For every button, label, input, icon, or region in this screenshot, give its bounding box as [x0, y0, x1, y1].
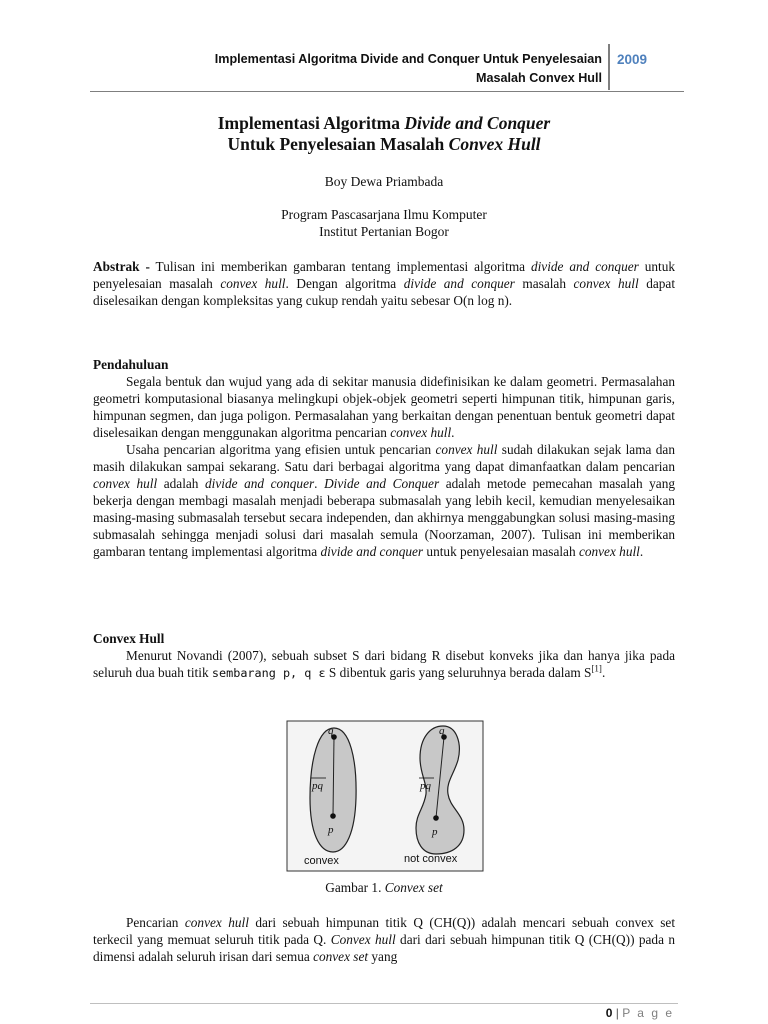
convex-caption-label: convex — [304, 855, 339, 867]
page-label: P a g e — [622, 1006, 674, 1020]
convex-hull-text-1: Menurut Novandi (2007), sebuah subset S dari bidang R disebut konveks jika dan hanya jika pada seluruh dua buah titik — [93, 648, 675, 680]
convex-label-pq: pq — [312, 780, 323, 792]
abstract-text-3: . Dengan algoritma — [285, 276, 404, 291]
author-name: Boy Dewa Priambada — [324, 174, 444, 189]
intro-p2-text-3: adalah — [157, 476, 206, 491]
intro-p2-text-2: sudah dilakukan sejak lama dan masih dilakukan sampai sekarang. Satu dari berbagai algoritma yang dapat dimanfaatkan dalam pencarian — [93, 442, 675, 474]
intro-paragraph-2 — [93, 441, 675, 560]
abstract-text-4: masalah — [514, 276, 574, 291]
title-line2-italic: Convex Hull — [448, 134, 541, 154]
affiliation-line1: Program Pascasarjana Ilmu Komputer — [281, 207, 487, 222]
not-convex-point-p — [433, 815, 439, 821]
intro-heading: Pendahuluan — [93, 357, 169, 372]
convex-hull-text-2: S dibentuk garis yang seluruhnya berada dalam S — [325, 665, 592, 680]
header-divider — [608, 44, 610, 90]
intro-p2-text-4: . — [314, 476, 325, 491]
abstract-italic-3: divide and conquer — [403, 276, 515, 291]
header-rule — [90, 91, 684, 92]
page-footer — [90, 1006, 674, 1020]
intro-p2-italic-3: divide and conquer — [205, 476, 315, 491]
convex-hull-mono-text: sembarang p, q ε — [211, 666, 326, 680]
intro-p1-italic-1: convex hull — [390, 425, 452, 440]
intro-p1-text-1: Segala bentuk dan wujud yang ada di sekitar manusia didefinisikan ke dalam geometri. Permasalahan geometri komputasional biasanya melingkupi objek-objek geometri seperti himpunan titik, himpunan garis, himpunan segmen, dan juga poligon. Permasalahan yang berkaitan dengan penentuan bentuk geometri dapat diselesaikan dengan menggunakan algoritma pencarian — [93, 374, 675, 440]
convex-label-p: p — [328, 824, 334, 836]
search-text-2: dari sebuah himpunan titik Q (CH(Q)) adalah mencari sebuah convex set terkecil yang memuat seluruh titik pada Q. — [93, 915, 676, 947]
search-italic-2: Convex hull — [330, 932, 396, 947]
intro-p2-italic-2: convex hull — [93, 476, 158, 491]
convex-label-q: q — [328, 725, 334, 737]
search-text-3: dari dari sebuah himpunan titik Q (CH(Q)) pada n dimensi adalah seluruh irisan dari semua — [93, 932, 675, 964]
not-convex-label-pq: pq — [420, 780, 431, 792]
convex-set-figure — [286, 720, 484, 872]
abstract-text-2: untuk penyelesaian masalah — [93, 259, 675, 291]
search-italic-1: convex hull — [184, 915, 249, 930]
caption-plain: Gambar 1. — [325, 880, 385, 895]
convex-hull-heading: Convex Hull — [93, 631, 165, 646]
abstract-italic-2: convex hull — [220, 276, 286, 291]
not-convex-caption-label: not convex — [404, 853, 458, 865]
intro-p2-italic-6: convex hull — [578, 544, 640, 559]
page-header — [90, 44, 684, 92]
paper-title — [90, 113, 678, 155]
abstract-section — [93, 258, 675, 309]
figure-caption — [90, 880, 678, 896]
intro-p2-italic-1: convex hull — [435, 442, 498, 457]
convex-hull-text-3: . — [601, 665, 606, 680]
not-convex-label-p: p — [432, 826, 438, 838]
header-title-line2: Masalah Convex Hull — [476, 71, 602, 85]
intro-p2-text-1: Usaha pencarian algoritma yang efisien untuk pencarian — [126, 442, 436, 457]
header-year: 2009 — [617, 52, 648, 67]
intro-p2-text-5: adalah metode pemecahan masalah yang bekerja dengan membagi masalah menjadi beberapa submasalah yang lebih kecil, kemudian menyelesaikan masing-masing submasalah tersebut secara independen, dan akhirnya menggabungkan solusi masing-masing submasalah sehingga menjadi solusi dari masalah semula (Noorzaman, 2007). Tulisan ini memberikan gambaran tentang implementasi algoritma — [93, 476, 676, 559]
convex-hull-search-section — [93, 914, 675, 965]
title-line1-italic: Divide and Conquer — [404, 113, 551, 133]
title-line1-plain: Implementasi Algoritma — [217, 113, 405, 133]
abstract-text-1: Tulisan ini memberikan gambaran tentang implementasi algoritma — [149, 259, 531, 274]
intro-section — [93, 356, 675, 560]
footer-separator: | — [615, 1006, 619, 1020]
page-number: 0 — [605, 1006, 613, 1020]
footer-rule — [90, 1003, 678, 1004]
search-paragraph — [93, 914, 675, 965]
intro-p2-italic-5: divide and conquer — [320, 544, 424, 559]
intro-p2-italic-4: Divide and Conquer — [324, 476, 440, 491]
intro-paragraph-1 — [93, 373, 675, 441]
abstract-paragraph — [93, 258, 675, 309]
search-text-1: Pencarian — [126, 915, 185, 930]
affiliation — [90, 206, 678, 240]
affiliation-line2: Institut Pertanian Bogor — [319, 224, 449, 239]
intro-p2-text-6: untuk penyelesaian masalah — [423, 544, 579, 559]
abstract-label: Abstrak - — [93, 259, 150, 274]
title-line2-plain: Untuk Penyelesaian Masalah — [227, 134, 449, 154]
header-title-line1: Implementasi Algoritma Divide and Conquer Untuk Penyelesaian — [214, 52, 602, 66]
convex-point-p — [330, 813, 336, 819]
not-convex-label-q: q — [439, 725, 445, 737]
convex-hull-paragraph — [93, 647, 675, 682]
search-text-4: yang — [368, 949, 398, 964]
abstract-italic-4: convex hull — [573, 276, 639, 291]
abstract-text-5: dapat diselesaikan dengan kompleksitas yang cukup rendah yaitu sebesar O(n log n). — [93, 276, 676, 308]
intro-p2-text-7: . — [639, 544, 644, 559]
citation-reference: [1] — [591, 663, 602, 674]
search-italic-3: convex set — [313, 949, 369, 964]
header-title — [90, 50, 602, 88]
intro-p1-text-2: . — [451, 425, 455, 440]
caption-italic: Convex set — [384, 880, 443, 895]
convex-hull-section — [93, 630, 675, 682]
abstract-italic-1: divide and conquer — [530, 259, 639, 274]
